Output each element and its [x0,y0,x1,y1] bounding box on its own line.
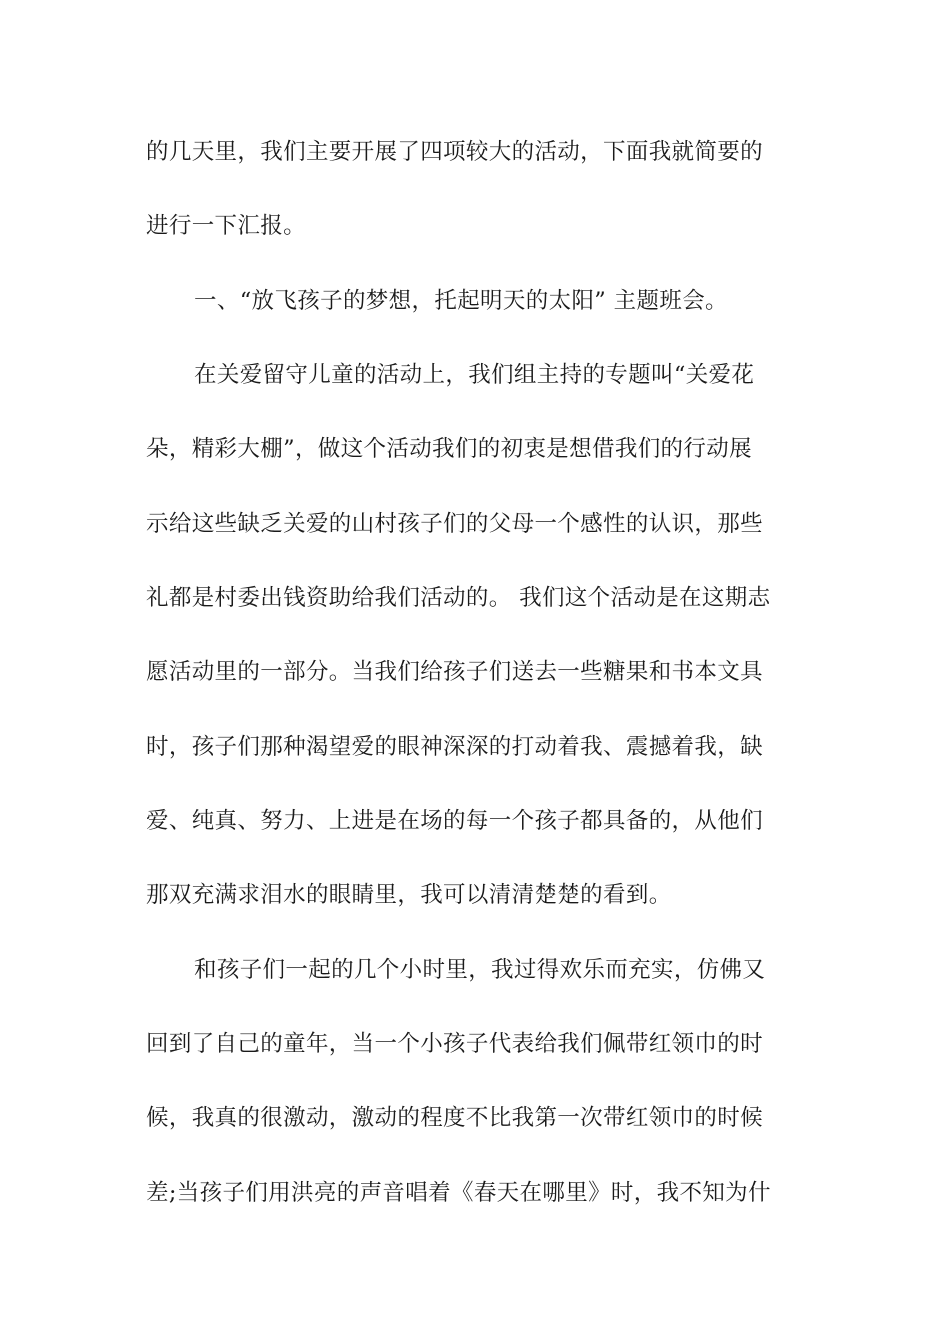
text-line: 时，孩子们那种渴望爱的眼神深深的打动着我、震撼着我，缺 [146,734,763,760]
text-line: 示给这些缺乏关爱的山村孩子们的父母一个感性的认识，那些 [146,511,763,537]
text-line: 那双充满求泪水的眼睛里，我可以清清楚楚的看到。 [146,882,672,908]
text-line: 礼都是村委出钱资助给我们活动的。 我们这个活动是在这期志 [146,585,771,611]
text-line: 愿活动里的一部分。当我们给孩子们送去一些糖果和书本文具 [146,659,763,685]
paragraph-first-line: 和孩子们一起的几个小时里，我过得欢乐而充实，仿佛又 [194,957,766,983]
text-line: 差;当孩子们用洪亮的声音唱着《春天在哪里》时，我不知为什 [146,1180,771,1206]
section-heading: 一、“放飞孩子的梦想，托起明天的太阳” 主题班会。 [194,288,728,314]
text-line: 候，我真的很激动，激动的程度不比我第一次带红领巾的时候 [146,1105,763,1131]
text-line: 爱、纯真、努力、上进是在场的每一个孩子都具备的，从他们 [146,808,763,834]
text-line: 的几天里，我们主要开展了四项较大的活动，下面我就简要的 [146,139,763,165]
paragraph-first-line: 在关爱留守儿童的活动上，我们组主持的专题叫“关爱花 [194,362,755,388]
text-line: 朵，精彩大棚”，做这个活动我们的初衷是想借我们的行动展 [146,436,752,462]
text-line: 回到了自己的童年，当一个小孩子代表给我们佩带红领巾的时 [146,1031,763,1057]
text-line: 进行一下汇报。 [146,213,306,239]
